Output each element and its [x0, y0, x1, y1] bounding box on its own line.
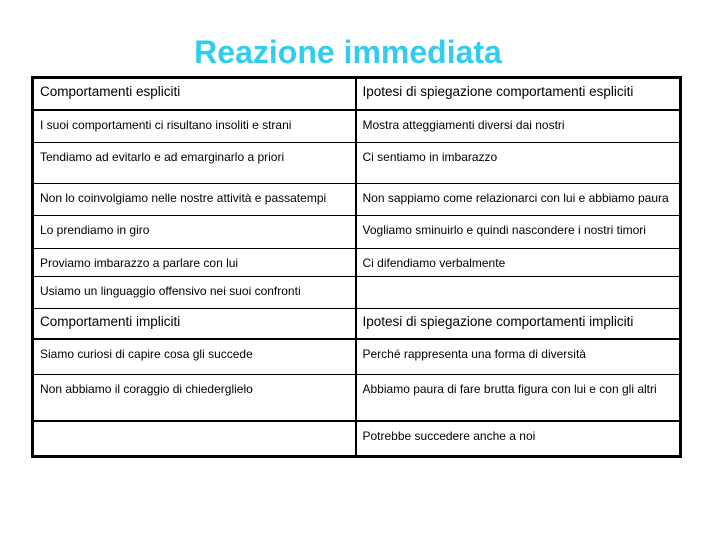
table-cell: Ipotesi di spiegazione comportamenti espliciti	[356, 78, 681, 110]
table-cell: Perché rappresenta una forma di diversità	[356, 339, 681, 375]
table-header-row	[33, 309, 681, 339]
table-cell: Non abbiamo il coraggio di chiederglielo	[33, 375, 356, 421]
table-cell: Ci sentiamo in imbarazzo	[356, 143, 681, 184]
table-cell: Non lo coinvolgiamo nelle nostre attività e passatempi	[33, 184, 356, 216]
table-cell: Lo prendiamo in giro	[33, 216, 356, 249]
table-cell: Comportamenti impliciti	[33, 309, 356, 339]
table-cell: Tendiamo ad evitarlo e ad emarginarlo a priori	[33, 143, 356, 184]
slide-title: Reazione immediata	[194, 34, 502, 70]
table-cell: I suoi comportamenti ci risultano insoliti e strani	[33, 110, 356, 143]
table-cell: Ipotesi di spiegazione comportamenti impliciti	[356, 309, 681, 339]
table-row	[33, 143, 681, 184]
table-cell: Comportamenti espliciti	[33, 78, 356, 110]
table-cell: Non sappiamo come relazionarci con lui e abbiamo paura	[356, 184, 681, 216]
table-row	[33, 375, 681, 421]
table-cell	[356, 277, 681, 309]
table-cell: Abbiamo paura di fare brutta figura con lui e con gli altri	[356, 375, 681, 421]
table-row	[33, 184, 681, 216]
table-cell: Mostra atteggiamenti diversi dai nostri	[356, 110, 681, 143]
comparison-table	[31, 76, 682, 458]
table-cell: Usiamo un linguaggio offensivo nei suoi confronti	[33, 277, 356, 309]
table-cell: Ci difendiamo verbalmente	[356, 249, 681, 277]
table-cell	[33, 421, 356, 457]
table-cell: Siamo curiosi di capire cosa gli succede	[33, 339, 356, 375]
table-cell: Potrebbe succedere anche a noi	[356, 421, 681, 457]
table-row	[33, 110, 681, 143]
table-row	[33, 216, 681, 249]
table-cell: Vogliamo sminuirlo e quindi nascondere i nostri timori	[356, 216, 681, 249]
table-cell: Proviamo imbarazzo a parlare con lui	[33, 249, 356, 277]
table-row	[33, 339, 681, 375]
table-row	[33, 249, 681, 277]
table-header-row	[33, 78, 681, 110]
table-row	[33, 421, 681, 457]
table-row	[33, 277, 681, 309]
